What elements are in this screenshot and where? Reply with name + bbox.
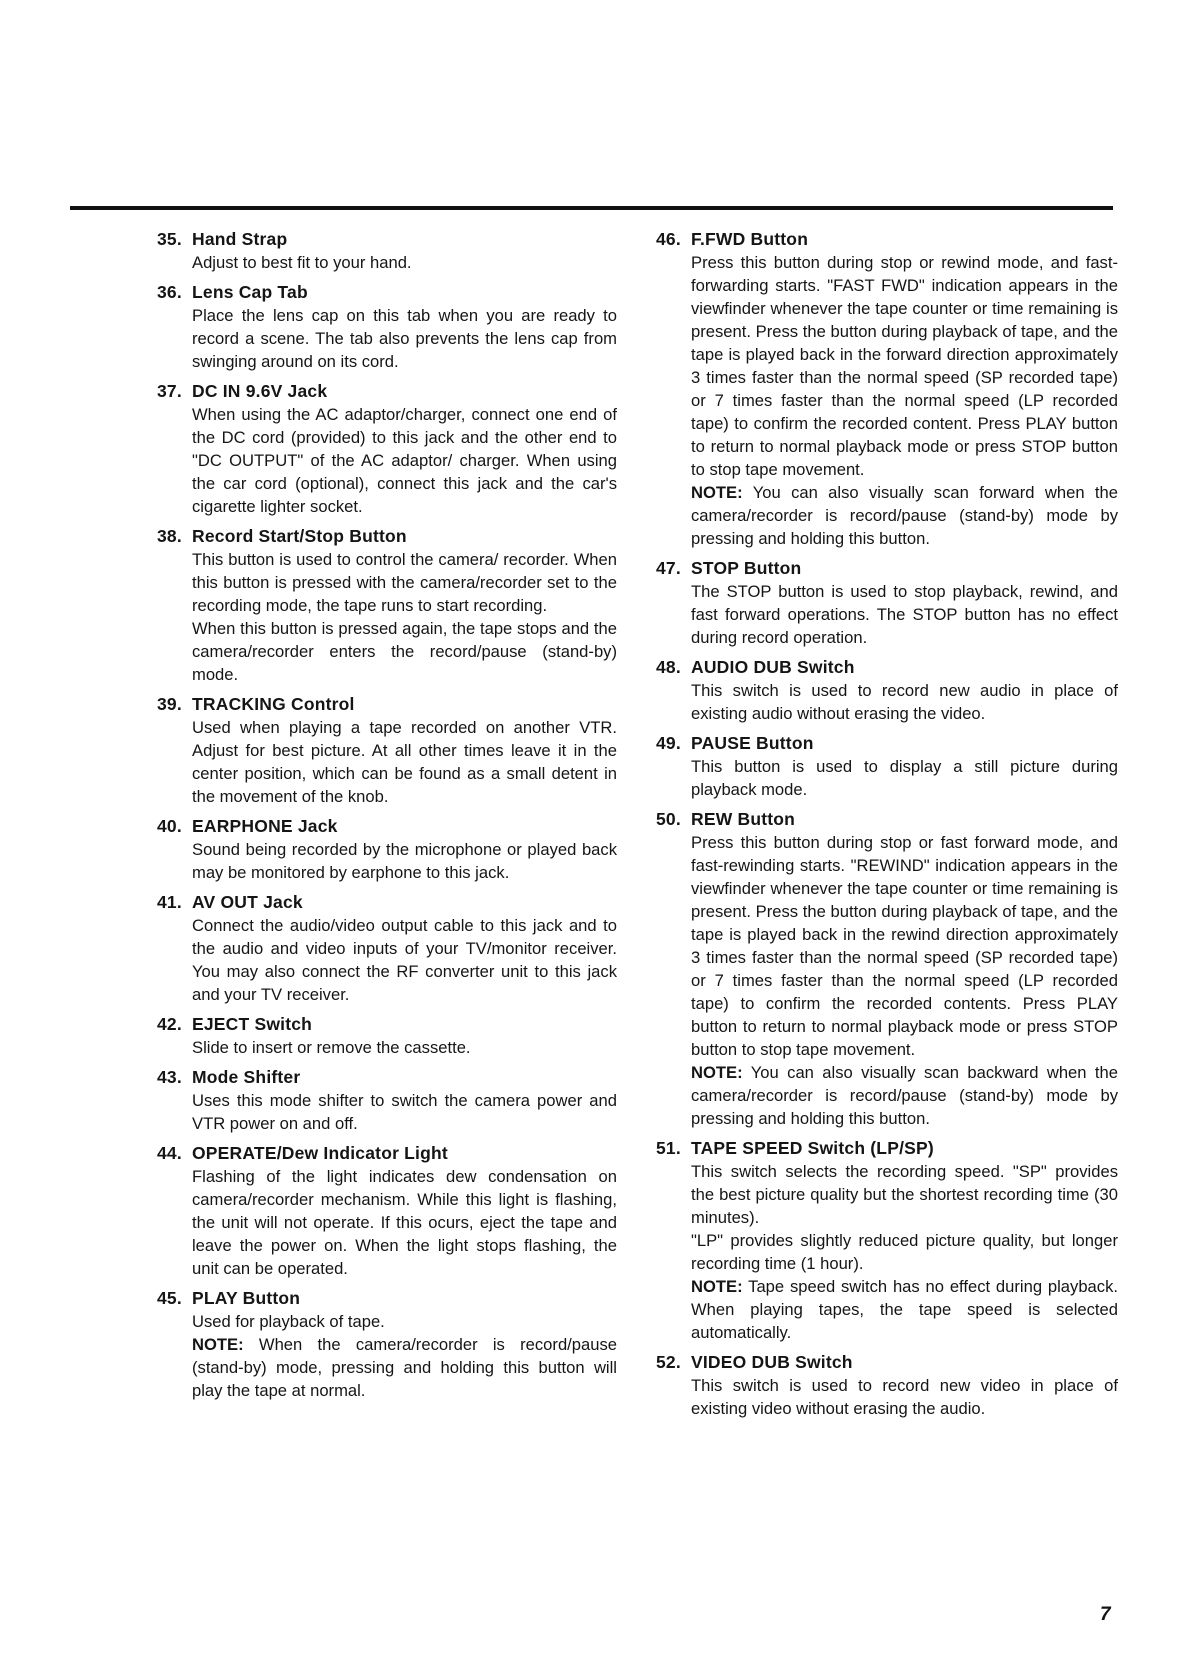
entry-title: EARPHONE Jack: [192, 816, 338, 836]
entry-number: 42.: [157, 1014, 182, 1034]
body-paragraph: [192, 1089, 617, 1135]
body-paragraph: [192, 251, 617, 274]
entry-body: [157, 716, 617, 808]
paragraph-text: Used when playing a tape recorded on another VTR. Adjust for best picture. At all other times leave it in the center position, which can be found as a small detent in the movement of the knob.: [192, 718, 617, 806]
entry-number: 37.: [157, 381, 182, 401]
entry-heading: [656, 732, 1118, 755]
entry-heading: [157, 891, 617, 914]
entry-body: [656, 1160, 1118, 1344]
paragraph-text: You can also visually scan forward when the camera/recorder is record/pause (stand-by) mode by pressing and holding this button.: [691, 483, 1118, 548]
entry-number: 39.: [157, 694, 182, 714]
paragraph-text: This button is used to control the camera/ recorder. When this button is pressed with the camera/recorder set to the recording mode, the tape runs to start recording.: [192, 550, 617, 615]
entry-body: [157, 838, 617, 884]
manual-entry: [157, 1066, 617, 1135]
body-paragraph: [192, 617, 617, 686]
paragraph-text: This switch is used to record new video in place of existing video without erasing the audio.: [691, 1376, 1118, 1418]
paragraph-text: The STOP button is used to stop playback, rewind, and fast forward operations. The STOP button has no effect during record operation.: [691, 582, 1118, 647]
paragraph-text: This switch selects the recording speed. "SP" provides the best picture quality but the shortest recording time (30 minutes).: [691, 1162, 1118, 1227]
entry-body: [157, 251, 617, 274]
body-paragraph: [192, 914, 617, 1006]
entry-number: 50.: [656, 809, 681, 829]
entry-number: 48.: [656, 657, 681, 677]
left-column: [157, 228, 617, 1409]
entry-title: TRACKING Control: [192, 694, 355, 714]
paragraph-text: Slide to insert or remove the cassette.: [192, 1038, 471, 1057]
entry-number: 44.: [157, 1143, 182, 1163]
note-paragraph: [192, 1333, 617, 1402]
body-paragraph: [691, 1374, 1118, 1420]
entry-body: [157, 914, 617, 1006]
entry-body: [656, 831, 1118, 1130]
entry-number: 52.: [656, 1352, 681, 1372]
body-paragraph: [192, 1310, 617, 1333]
entry-title: EJECT Switch: [192, 1014, 313, 1034]
entry-heading: [157, 380, 617, 403]
entry-title: Record Start/Stop Button: [192, 526, 407, 546]
entry-body: [157, 1310, 617, 1402]
entry-body: [656, 1374, 1118, 1420]
entry-body: [157, 1165, 617, 1280]
entry-number: 40.: [157, 816, 182, 836]
paragraph-text: Press this button during stop or rewind mode, and fast-forwarding starts. "FAST FWD" indication appears in the viewfinder whenever the tape counter or time remaining is present. Press the button during playback of tape, and the tape is played back in the forward direction approximately 3 times faster than the normal speed (SP recorded tape) or 7 times faster than the normal speed (LP recorded tape) to confirm the recorded content. Press PLAY button to return to normal playback mode or press STOP button to stop tape movement.: [691, 253, 1118, 479]
entry-title: F.FWD Button: [691, 229, 809, 249]
entry-body: [656, 679, 1118, 725]
entry-number: 36.: [157, 282, 182, 302]
manual-entry: [656, 557, 1118, 649]
manual-entry: [157, 525, 617, 686]
entry-body: [656, 251, 1118, 550]
manual-entry: [157, 380, 617, 518]
entry-title: AUDIO DUB Switch: [691, 657, 855, 677]
body-paragraph: [192, 304, 617, 373]
paragraph-text: When using the AC adaptor/charger, connect one end of the DC cord (provided) to this jack and the other end to "DC OUTPUT" of the AC adaptor/ charger. When using the car cord (optional), connect this jack and the car's cigarette lighter socket.: [192, 405, 617, 516]
body-paragraph: [691, 251, 1118, 481]
entry-heading: [157, 1013, 617, 1036]
entry-body: [656, 580, 1118, 649]
entry-number: 49.: [656, 733, 681, 753]
manual-entry: [656, 228, 1118, 550]
entry-number: 45.: [157, 1288, 182, 1308]
entry-number: 41.: [157, 892, 182, 912]
paragraph-text: Press this button during stop or fast forward mode, and fast-rewinding starts. "REWIND" indication appears in the viewfinder whenever the tape counter or time remaining is present. Press the button during playback of tape, and the tape is played back in the rewind direction approximately 3 times faster than the normal speed (SP recorded tape) or 7 times faster than the normal speed (LP recorded tape) to confirm the recorded contents. Press PLAY button to return to normal playback mode or press STOP button to stop tape movement.: [691, 833, 1118, 1059]
entry-heading: [157, 1142, 617, 1165]
note-label: NOTE:: [691, 1063, 743, 1082]
paragraph-text: Place the lens cap on this tab when you are ready to record a scene. The tab also prevents the lens cap from swinging around on its cord.: [192, 306, 617, 371]
entry-title: STOP Button: [691, 558, 802, 578]
paragraph-text: Flashing of the light indicates dew condensation on camera/recorder mechanism. While this light is flashing, the unit will not operate. If this ocurs, eject the tape and leave the power on. When the light stops flashing, the unit can be operated.: [192, 1167, 617, 1278]
entry-heading: [656, 228, 1118, 251]
entry-heading: [656, 1351, 1118, 1374]
paragraph-text: Tape speed switch has no effect during playback. When playing tapes, the tape speed is selected automatically.: [691, 1277, 1118, 1342]
entry-title: PAUSE Button: [691, 733, 814, 753]
manual-entry: [157, 1142, 617, 1280]
manual-entry: [157, 693, 617, 808]
entry-heading: [656, 808, 1118, 831]
body-paragraph: [192, 838, 617, 884]
header-rule: [70, 206, 1113, 210]
manual-entry: [157, 281, 617, 373]
entry-heading: [157, 693, 617, 716]
entry-title: REW Button: [691, 809, 796, 829]
body-paragraph: [691, 1160, 1118, 1229]
entry-heading: [157, 525, 617, 548]
paragraph-text: This button is used to display a still picture during playback mode.: [691, 757, 1118, 799]
entry-heading: [656, 557, 1118, 580]
note-label: NOTE:: [691, 1277, 743, 1296]
entry-body: [157, 548, 617, 686]
entry-title: DC IN 9.6V Jack: [192, 381, 328, 401]
page-number: 7: [1100, 1604, 1111, 1625]
paragraph-text: Used for playback of tape.: [192, 1312, 385, 1331]
body-paragraph: [691, 1229, 1118, 1275]
note-paragraph: [691, 481, 1118, 550]
entry-title: PLAY Button: [192, 1288, 301, 1308]
paragraph-text: Adjust to best fit to your hand.: [192, 253, 412, 272]
manual-entry: [656, 1351, 1118, 1420]
body-paragraph: [192, 548, 617, 617]
entry-title: Lens Cap Tab: [192, 282, 308, 302]
entry-body: [157, 1089, 617, 1135]
body-paragraph: [691, 580, 1118, 649]
note-label: NOTE:: [691, 483, 743, 502]
entry-number: 38.: [157, 526, 182, 546]
entry-number: 51.: [656, 1138, 681, 1158]
manual-entry: [157, 815, 617, 884]
note-paragraph: [691, 1275, 1118, 1344]
entry-body: [157, 1036, 617, 1059]
entry-heading: [157, 281, 617, 304]
body-paragraph: [691, 679, 1118, 725]
paragraph-text: Uses this mode shifter to switch the camera power and VTR power on and off.: [192, 1091, 617, 1133]
entry-body: [656, 755, 1118, 801]
paragraph-text: This switch is used to record new audio in place of existing audio without erasing the video.: [691, 681, 1118, 723]
body-paragraph: [192, 1036, 617, 1059]
body-paragraph: [192, 1165, 617, 1280]
entry-title: AV OUT Jack: [192, 892, 303, 912]
note-paragraph: [691, 1061, 1118, 1130]
body-paragraph: [691, 831, 1118, 1061]
manual-entry: [157, 1287, 617, 1402]
paragraph-text: "LP" provides slightly reduced picture quality, but longer recording time (1 hour).: [691, 1231, 1118, 1273]
manual-entry: [157, 228, 617, 274]
paragraph-text: When the camera/recorder is record/pause (stand-by) mode, pressing and holding this button will play the tape at normal.: [192, 1335, 617, 1400]
entry-heading: [157, 815, 617, 838]
body-paragraph: [192, 403, 617, 518]
entry-body: [157, 304, 617, 373]
manual-entry: [656, 1137, 1118, 1344]
right-column: [656, 228, 1118, 1427]
entry-title: Hand Strap: [192, 229, 288, 249]
paragraph-text: Connect the audio/video output cable to this jack and to the audio and video inputs of your TV/monitor receiver. You may also connect the RF converter unit to this jack and your TV receiver.: [192, 916, 617, 1004]
manual-entry: [157, 1013, 617, 1059]
entry-title: Mode Shifter: [192, 1067, 301, 1087]
entry-title: TAPE SPEED Switch (LP/SP): [691, 1138, 934, 1158]
manual-entry: [656, 732, 1118, 801]
manual-entry: [157, 891, 617, 1006]
entry-title: OPERATE/Dew Indicator Light: [192, 1143, 448, 1163]
paragraph-text: When this button is pressed again, the tape stops and the camera/recorder enters the record/pause (stand-by) mode.: [192, 619, 617, 684]
entry-body: [157, 403, 617, 518]
entry-heading: [157, 1287, 617, 1310]
manual-entry: [656, 808, 1118, 1130]
entry-number: 35.: [157, 229, 182, 249]
body-paragraph: [192, 716, 617, 808]
entry-number: 47.: [656, 558, 681, 578]
paragraph-text: You can also visually scan backward when the camera/recorder is record/pause (stand-by) mode by pressing and holding this button.: [691, 1063, 1118, 1128]
note-label: NOTE:: [192, 1335, 244, 1354]
entry-title: VIDEO DUB Switch: [691, 1352, 853, 1372]
entry-heading: [656, 656, 1118, 679]
entry-heading: [656, 1137, 1118, 1160]
entry-number: 43.: [157, 1067, 182, 1087]
paragraph-text: Sound being recorded by the microphone or played back may be monitored by earphone to this jack.: [192, 840, 617, 882]
manual-entry: [656, 656, 1118, 725]
body-paragraph: [691, 755, 1118, 801]
entry-number: 46.: [656, 229, 681, 249]
entry-heading: [157, 1066, 617, 1089]
entry-heading: [157, 228, 617, 251]
